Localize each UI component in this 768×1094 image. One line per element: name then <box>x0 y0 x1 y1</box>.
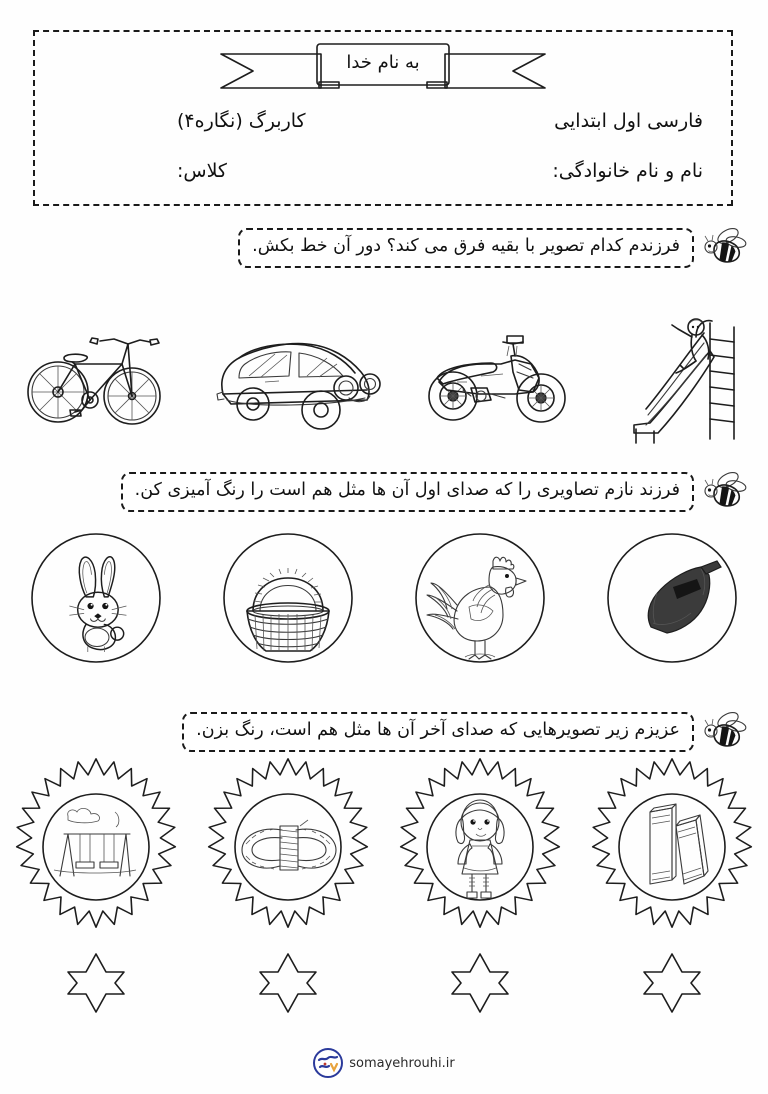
instruction-text-1: فرزندم کدام تصویر با بقیه فرق می کند؟ دور آن خط بکش. <box>238 228 694 268</box>
worksheet-label: کاربرگ (نگاره۴) <box>177 110 306 132</box>
banner-text: به نام خدا <box>346 52 420 73</box>
item-basket[interactable] <box>221 531 355 665</box>
header-row-fields <box>57 160 709 182</box>
item-swing[interactable] <box>10 764 182 936</box>
activity-2-items <box>0 528 768 668</box>
instruction-text-3: عزیزم زیر تصویرهایی که صدای آخر آن ها مثل هم است، رنگ بزن. <box>182 712 694 752</box>
item-slide[interactable] <box>618 305 748 445</box>
subject-label: فارسی اول ابتدایی <box>554 110 703 132</box>
header-box <box>33 30 733 206</box>
six-pointed-star-icon[interactable] <box>642 951 702 1015</box>
bee-icon <box>700 712 750 752</box>
item-motorcycle[interactable] <box>419 320 579 430</box>
six-pointed-star-icon[interactable] <box>258 951 318 1015</box>
item-bicycle[interactable] <box>20 320 170 430</box>
activity-1-items <box>0 300 768 450</box>
instruction-row-2 <box>121 472 750 512</box>
item-rabbit[interactable] <box>29 531 163 665</box>
instruction-row-1 <box>238 228 750 268</box>
six-pointed-star-icon[interactable] <box>450 951 510 1015</box>
instruction-text-2: فرزند نازم تصاویری را که صدای اول آن ها مثل هم است را رنگ آمیزی کن. <box>121 472 694 512</box>
item-car[interactable] <box>209 320 379 430</box>
class-field-label: کلاس: <box>177 160 227 182</box>
answer-marks-row <box>0 948 768 1018</box>
six-pointed-star-icon[interactable] <box>66 951 126 1015</box>
name-field-label: نام و نام خانوادگی: <box>552 160 703 182</box>
header-row-subject <box>57 110 709 132</box>
bismillah-banner <box>213 40 553 98</box>
somayehrouhi-logo-icon[interactable] <box>313 1048 343 1078</box>
bee-icon <box>700 472 750 512</box>
instruction-row-3 <box>182 712 750 752</box>
item-doll[interactable] <box>394 764 566 936</box>
activity-3-items <box>0 760 768 940</box>
site-url[interactable]: somayehrouhi.ir <box>349 1055 455 1071</box>
item-whistle[interactable] <box>605 531 739 665</box>
item-rooster[interactable] <box>413 531 547 665</box>
footer <box>0 1048 768 1078</box>
item-books[interactable] <box>586 764 758 936</box>
bee-icon <box>700 228 750 268</box>
item-rope[interactable] <box>202 764 374 936</box>
